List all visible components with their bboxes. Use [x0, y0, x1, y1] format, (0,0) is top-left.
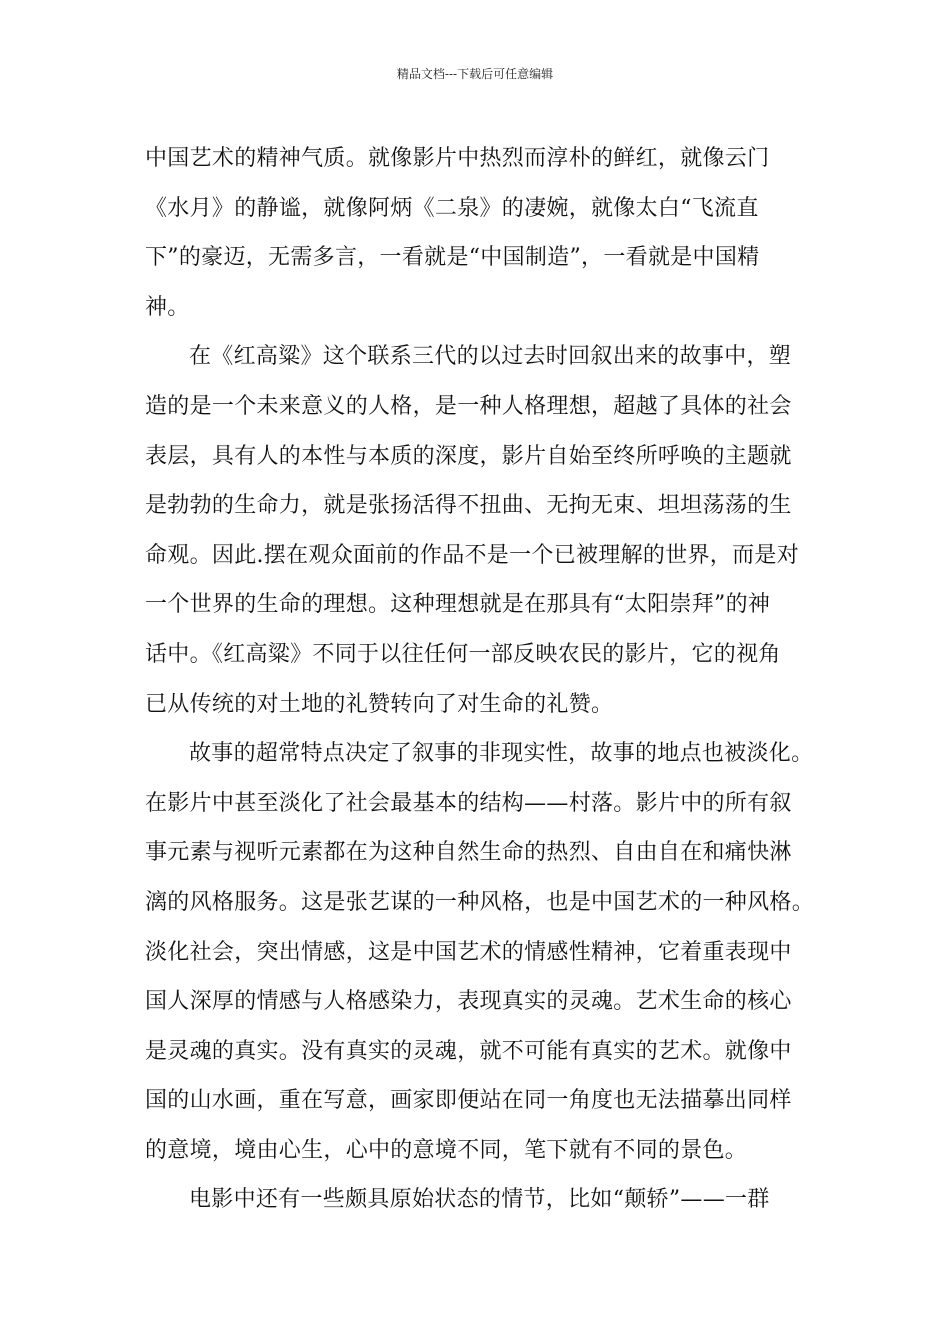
text-line: 命观。因此.摆在观众面前的作品不是一个已被理解的世界，而是对 — [145, 542, 799, 568]
text-line: 表层，具有人的本性与本质的深度，影片自始至终所呼唤的主题就 — [145, 443, 792, 469]
text-line: 的意境，境由心生，心中的意境不同，笔下就有不同的景色。 — [145, 1137, 748, 1163]
text-line: 事元素与视听元素都在为这种自然生命的热烈、自由自在和痛快淋 — [145, 840, 792, 866]
text-line: 已从传统的对土地的礼赞转向了对生命的礼赞。 — [145, 691, 614, 717]
page-header: 精品文档---下载后可任意编辑 — [396, 67, 554, 81]
text-line: 《水月》的静谧，就像阿炳《二泉》的凄婉，就像太白“飞流直 — [145, 195, 759, 221]
text-line: 造的是一个未来意义的人格，是一种人格理想，超越了具体的社会 — [145, 393, 792, 419]
text-line: 一个世界的生命的理想。这种理想就是在那具有“太阳崇拜”的神 — [145, 592, 771, 618]
text-line: 下”的豪迈，无需多言，一看就是“中国制造”，一看就是中国精 — [145, 245, 760, 271]
text-line: 漓的风格服务。这是张艺谋的一种风格，也是中国艺术的一种风格。 — [145, 889, 815, 915]
text-line: 中国艺术的精神气质。就像影片中热烈而淳朴的鲜红，就像云门 — [145, 146, 770, 171]
text-line: 神。 — [145, 294, 190, 320]
paragraph-start-line: 在《红高粱》这个联系三代的以过去时回叙出来的故事中，塑 — [189, 344, 792, 370]
text-line: 是灵魂的真实。没有真实的灵魂，就不可能有真实的艺术。就像中 — [145, 1038, 792, 1064]
text-line: 在影片中甚至淡化了社会最基本的结构——村落。影片中的所有叙 — [145, 790, 792, 816]
text-line: 淡化社会，突出情感，这是中国艺术的情感性精神，它着重表现中 — [145, 939, 792, 965]
paragraph-start-line: 故事的超常特点决定了叙事的非现实性，故事的地点也被淡化。 — [189, 741, 814, 767]
text-line: 话中。《红高粱》不同于以往任何一部反映农民的影片，它的视角 — [145, 641, 781, 667]
paragraph-start-line: 电影中还有一些颇具原始状态的情节，比如“颠轿”——一群 — [189, 1187, 770, 1213]
text-line: 是勃勃的生命力，就是张扬活得不扭曲、无拘无束、坦坦荡荡的生 — [145, 493, 792, 519]
text-line: 国人深厚的情感与人格感染力，表现真实的灵魂。艺术生命的核心 — [145, 989, 792, 1015]
body-text — [145, 134, 825, 1225]
text-line: 国的山水画，重在写意，画家即便站在同一角度也无法描摹出同样 — [145, 1088, 792, 1114]
